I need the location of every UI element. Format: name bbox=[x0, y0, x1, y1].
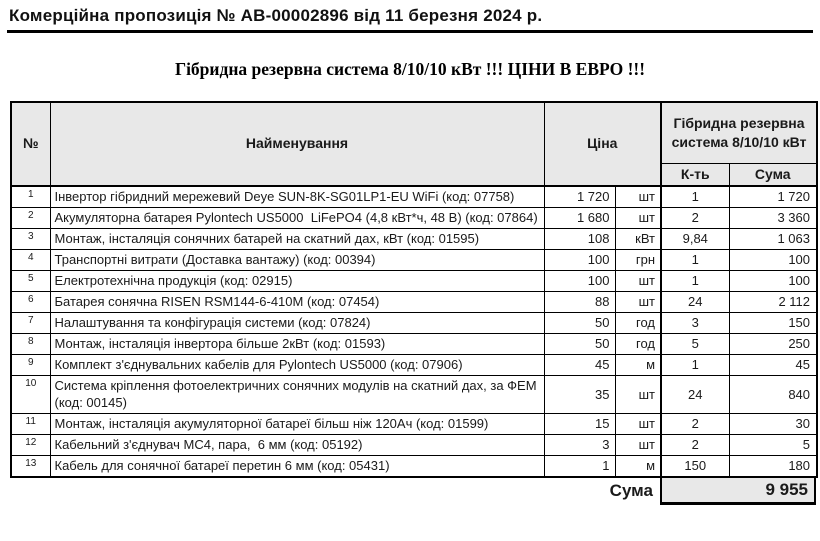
item-price: 3 bbox=[544, 434, 615, 455]
item-unit: м bbox=[615, 354, 661, 375]
item-price: 108 bbox=[544, 228, 615, 249]
item-price: 100 bbox=[544, 270, 615, 291]
row-number: 3 bbox=[11, 228, 50, 249]
table-row bbox=[11, 249, 817, 270]
item-unit: год bbox=[615, 312, 661, 333]
col-header-name: Найменування bbox=[50, 102, 544, 186]
item-price: 88 bbox=[544, 291, 615, 312]
item-name: Транспортні витрати (Доставка вантажу) (код: 00394) bbox=[50, 249, 544, 270]
document-title: Комерційна пропозиція № АВ-00002896 від 11 березня 2024 р. bbox=[9, 6, 543, 25]
item-price: 1 bbox=[544, 455, 615, 477]
item-sum: 100 bbox=[729, 249, 817, 270]
item-unit: шт bbox=[615, 270, 661, 291]
item-unit: шт bbox=[615, 375, 661, 413]
offer-subtitle: Гібридна резервна система 8/10/10 кВт !!! ЦІНИ В ЕВРО !!! bbox=[174, 59, 646, 79]
item-sum: 840 bbox=[729, 375, 817, 413]
item-sum: 100 bbox=[729, 270, 817, 291]
table-row bbox=[11, 270, 817, 291]
table-row bbox=[11, 413, 817, 434]
item-sum: 150 bbox=[729, 312, 817, 333]
item-name: Інвертор гібридний мережевий Deye SUN-8K-SG01LP1-EU WiFi (код: 07758) bbox=[50, 186, 544, 208]
item-qty: 150 bbox=[661, 455, 729, 477]
item-name: Монтаж, інсталяція акумуляторної батареї більш ніж 120Ач (код: 01599) bbox=[50, 413, 544, 434]
col-header-num: № bbox=[11, 102, 50, 186]
item-unit: м bbox=[615, 455, 661, 477]
total-row bbox=[10, 478, 816, 505]
table-row bbox=[11, 434, 817, 455]
item-sum: 250 bbox=[729, 333, 817, 354]
row-number: 10 bbox=[11, 375, 50, 413]
item-qty: 24 bbox=[661, 375, 729, 413]
table-row bbox=[11, 354, 817, 375]
item-qty: 2 bbox=[661, 434, 729, 455]
item-name: Комплект з'єднувальних кабелів для Pylontech US5000 (код: 07906) bbox=[50, 354, 544, 375]
item-qty: 1 bbox=[661, 270, 729, 291]
item-price: 35 bbox=[544, 375, 615, 413]
item-unit: шт bbox=[615, 207, 661, 228]
item-name: Монтаж, інсталяція сонячних батарей на скатний дах, кВт (код: 01595) bbox=[50, 228, 544, 249]
item-name: Кабель для сонячної батареї перетин 6 мм (код: 05431) bbox=[50, 455, 544, 477]
col-header-price: Ціна bbox=[544, 102, 661, 186]
item-unit: грн bbox=[615, 249, 661, 270]
row-number: 11 bbox=[11, 413, 50, 434]
item-price: 15 bbox=[544, 413, 615, 434]
row-number: 7 bbox=[11, 312, 50, 333]
items-table-header bbox=[11, 102, 817, 186]
item-unit: шт bbox=[615, 291, 661, 312]
item-name: Батарея сонячна RISEN RSM144-6-410M (код: 07454) bbox=[50, 291, 544, 312]
item-qty: 2 bbox=[661, 207, 729, 228]
item-qty: 1 bbox=[661, 186, 729, 208]
item-qty: 5 bbox=[661, 333, 729, 354]
item-sum: 1 063 bbox=[729, 228, 817, 249]
item-name: Кабельний з'єднувач МС4, пара, 6 мм (код: 05192) bbox=[50, 434, 544, 455]
item-unit: шт bbox=[615, 413, 661, 434]
table-row bbox=[11, 375, 817, 413]
total-label: Сума bbox=[609, 480, 653, 500]
item-name: Акумуляторна батарея Pylontech US5000 LiFePO4 (4,8 кВт*ч, 48 В) (код: 07864) bbox=[50, 207, 544, 228]
item-qty: 24 bbox=[661, 291, 729, 312]
item-sum: 30 bbox=[729, 413, 817, 434]
row-number: 8 bbox=[11, 333, 50, 354]
item-sum: 45 bbox=[729, 354, 817, 375]
item-unit: год bbox=[615, 333, 661, 354]
item-name: Електротехнічна продукція (код: 02915) bbox=[50, 270, 544, 291]
row-number: 1 bbox=[11, 186, 50, 208]
item-price: 45 bbox=[544, 354, 615, 375]
row-number: 9 bbox=[11, 354, 50, 375]
items-table-body bbox=[11, 186, 817, 477]
row-number: 4 bbox=[11, 249, 50, 270]
items-table bbox=[10, 101, 818, 478]
item-unit: шт bbox=[615, 186, 661, 208]
item-unit: кВт bbox=[615, 228, 661, 249]
col-header-sum: Сума bbox=[729, 163, 817, 186]
table-row bbox=[11, 186, 817, 208]
item-sum: 5 bbox=[729, 434, 817, 455]
item-price: 100 bbox=[544, 249, 615, 270]
item-price: 1 680 bbox=[544, 207, 615, 228]
table-row bbox=[11, 291, 817, 312]
item-price: 50 bbox=[544, 312, 615, 333]
row-number: 6 bbox=[11, 291, 50, 312]
row-number: 5 bbox=[11, 270, 50, 291]
row-number: 13 bbox=[11, 455, 50, 477]
col-header-qty: К-ть bbox=[661, 163, 729, 186]
item-sum: 180 bbox=[729, 455, 817, 477]
item-sum: 3 360 bbox=[729, 207, 817, 228]
row-number: 12 bbox=[11, 434, 50, 455]
table-row bbox=[11, 228, 817, 249]
header-row-main bbox=[11, 102, 817, 163]
item-qty: 3 bbox=[661, 312, 729, 333]
table-row bbox=[11, 207, 817, 228]
item-sum: 2 112 bbox=[729, 291, 817, 312]
item-qty: 2 bbox=[661, 413, 729, 434]
table-row bbox=[11, 455, 817, 477]
item-qty: 9,84 bbox=[661, 228, 729, 249]
title-rule bbox=[7, 30, 813, 33]
item-qty: 1 bbox=[661, 354, 729, 375]
item-qty: 1 bbox=[661, 249, 729, 270]
total-value: 9 955 bbox=[660, 478, 816, 505]
item-name: Монтаж, інсталяція інвертора більше 2кВт (код: 01593) bbox=[50, 333, 544, 354]
item-sum: 1 720 bbox=[729, 186, 817, 208]
row-number: 2 bbox=[11, 207, 50, 228]
item-name: Система кріплення фотоелектричних сонячних модулів на скатний дах, за ФЕМ (код: 00145) bbox=[50, 375, 544, 413]
col-header-system-group: Гібридна резервна система 8/10/10 кВт bbox=[661, 102, 817, 163]
table-row bbox=[11, 333, 817, 354]
table-row bbox=[11, 312, 817, 333]
item-unit: шт bbox=[615, 434, 661, 455]
item-name: Налаштування та конфігурація системи (код: 07824) bbox=[50, 312, 544, 333]
item-price: 1 720 bbox=[544, 186, 615, 208]
item-price: 50 bbox=[544, 333, 615, 354]
